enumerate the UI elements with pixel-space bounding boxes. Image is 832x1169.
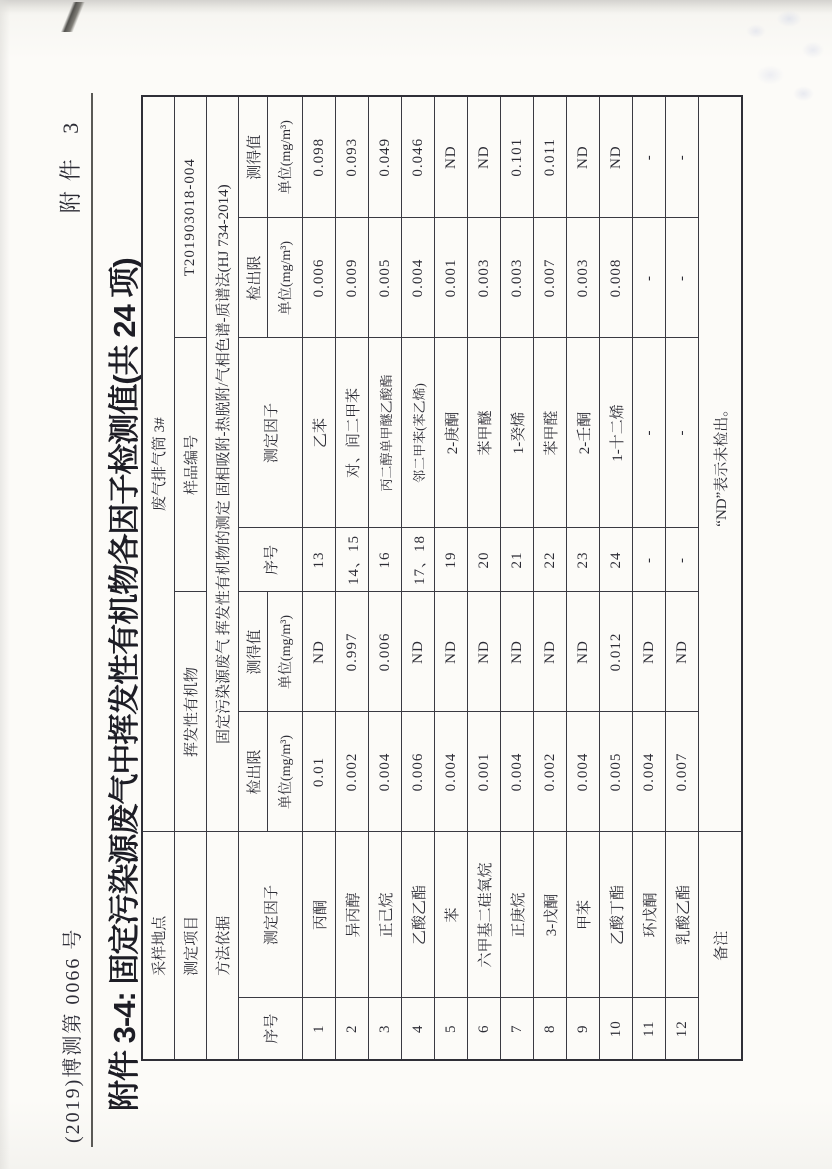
cell-limit: 0.004 (633, 712, 666, 832)
cell-no2: 13 (303, 528, 336, 592)
cell-no2: 19 (435, 528, 468, 592)
cell-value2: ND (435, 96, 468, 218)
cell-limit2: - (666, 218, 699, 338)
cell-factor2: 乙苯 (303, 338, 336, 528)
cell-no2: 17、18 (402, 528, 435, 592)
table-row (369, 96, 402, 1060)
cell-factor2: 苯甲醛 (534, 338, 567, 528)
unit-limit-right: 单位(mg/m³) (268, 218, 303, 338)
cell-limit: 0.007 (666, 712, 699, 832)
method-value: 固定污染源废气 挥发性有机物的测定 固相吸附-热脱附/气相色谱-质谱法(HJ 734-2014) (207, 96, 239, 832)
cell-no2: 22 (534, 528, 567, 592)
document-number: (2019)博测第 0066 号 (62, 927, 84, 1143)
table-row (534, 96, 567, 1060)
cell-limit2: 0.003 (468, 218, 501, 338)
col-header-value-left: 测得值 (239, 592, 268, 712)
sample-no-label: 样品编号 (175, 338, 207, 592)
cell-no2: - (666, 528, 699, 592)
cell-no: 11 (633, 998, 666, 1060)
table-row (402, 96, 435, 1060)
cell-limit: 0.01 (303, 712, 336, 832)
cell-limit2: 0.004 (402, 218, 435, 338)
cell-factor: 3-戊酮 (534, 832, 567, 998)
cell-factor: 六甲基二硅氧烷 (468, 832, 501, 998)
cell-limit2: 0.007 (534, 218, 567, 338)
cell-no2: 20 (468, 528, 501, 592)
cell-no: 5 (435, 998, 468, 1060)
cell-no: 1 (303, 998, 336, 1060)
cell-value: ND (534, 592, 567, 712)
cell-value2: 0.049 (369, 96, 402, 218)
cell-factor2: 2-庚酮 (435, 338, 468, 528)
cell-limit: 0.005 (600, 712, 633, 832)
cell-value: ND (501, 592, 534, 712)
cell-no: 6 (468, 998, 501, 1060)
cell-limit: 0.004 (567, 712, 600, 832)
cell-value: ND (468, 592, 501, 712)
unit-limit-left: 单位(mg/m³) (268, 712, 303, 832)
col-header-factor-left: 测定因子 (239, 832, 303, 998)
cell-factor2: 1-癸烯 (501, 338, 534, 528)
cell-limit2: 0.001 (435, 218, 468, 338)
cell-factor2: 苯甲醚 (468, 338, 501, 528)
info-row-sampling-site (142, 96, 175, 1060)
method-label: 方法依据 (207, 832, 239, 1060)
table-row (303, 96, 336, 1060)
cell-value2: 0.046 (402, 96, 435, 218)
cell-value: ND (402, 592, 435, 712)
cell-limit2: 0.008 (600, 218, 633, 338)
voc-result-table (141, 95, 743, 1061)
cell-factor: 异丙醇 (336, 832, 369, 998)
table-row (336, 96, 369, 1060)
cell-factor2: 2-壬酮 (567, 338, 600, 528)
sampling-site-value: 废气排气筒 3# (142, 96, 175, 832)
cell-no2: 16 (369, 528, 402, 592)
cell-limit2: - (633, 218, 666, 338)
cell-no2: 24 (600, 528, 633, 592)
cell-value2: ND (468, 96, 501, 218)
cell-no: 9 (567, 998, 600, 1060)
cell-value: ND (435, 592, 468, 712)
cell-limit2: 0.005 (369, 218, 402, 338)
project-value: 挥发性有机物 (175, 592, 207, 832)
cell-value: ND (666, 592, 699, 712)
cell-limit: 0.006 (402, 712, 435, 832)
table-row (633, 96, 666, 1060)
project-label: 测定项目 (175, 832, 207, 1060)
cell-limit2: 0.003 (567, 218, 600, 338)
cell-factor: 苯 (435, 832, 468, 998)
cell-no: 3 (369, 998, 402, 1060)
table-row (567, 96, 600, 1060)
cell-value: ND (303, 592, 336, 712)
cell-no: 4 (402, 998, 435, 1060)
cell-factor: 甲苯 (567, 832, 600, 998)
cell-factor: 环戊酮 (633, 832, 666, 998)
cell-factor: 乙酸丁酯 (600, 832, 633, 998)
table-row (435, 96, 468, 1060)
cell-limit2: 0.006 (303, 218, 336, 338)
cell-limit2: 0.003 (501, 218, 534, 338)
cell-factor2: 丙二醇单甲醚乙酸酯 (369, 338, 402, 528)
cell-value: 0.006 (369, 592, 402, 712)
cell-value: 0.012 (600, 592, 633, 712)
cell-factor: 乙酸乙酯 (402, 832, 435, 998)
sampling-site-label: 采样地点 (142, 832, 175, 1060)
cell-factor2: 邻二甲苯(苯乙烯) (402, 338, 435, 528)
cell-value2: 0.011 (534, 96, 567, 218)
col-header-limit-right: 检出限 (239, 218, 268, 338)
cell-limit: 0.004 (369, 712, 402, 832)
cell-no: 10 (600, 998, 633, 1060)
col-header-factor-right: 测定因子 (239, 338, 303, 528)
cell-value2: 0.101 (501, 96, 534, 218)
remark-row (699, 96, 743, 1060)
cell-factor: 正己烷 (369, 832, 402, 998)
table-row (501, 96, 534, 1060)
cell-value2: ND (567, 96, 600, 218)
cell-no2: 21 (501, 528, 534, 592)
cell-factor: 正庚烷 (501, 832, 534, 998)
unit-value-left: 单位(mg/m³) (268, 592, 303, 712)
cell-limit: 0.002 (336, 712, 369, 832)
cell-factor2: - (666, 338, 699, 528)
cell-limit2: 0.009 (336, 218, 369, 338)
cell-no2: 23 (567, 528, 600, 592)
cell-no: 12 (666, 998, 699, 1060)
table-row (468, 96, 501, 1060)
cell-no: 2 (336, 998, 369, 1060)
column-header-row (239, 96, 268, 1060)
attachment-label: 附件 3 (58, 112, 83, 214)
page-title: 附件 3-4: 固定污染源废气中挥发性有机物各因子检测值(共 24 项) (107, 258, 142, 1111)
table-row (666, 96, 699, 1060)
remark-value: “ND”表示未检出。 (699, 96, 743, 832)
cell-no2: - (633, 528, 666, 592)
cell-value2: - (666, 96, 699, 218)
cell-limit: 0.004 (501, 712, 534, 832)
cell-value2: 0.093 (336, 96, 369, 218)
info-row-method (207, 96, 239, 1060)
cell-no: 8 (534, 998, 567, 1060)
cell-value: ND (633, 592, 666, 712)
cell-no2: 14、15 (336, 528, 369, 592)
cell-limit: 0.002 (534, 712, 567, 832)
cell-limit: 0.004 (435, 712, 468, 832)
header-rule (91, 93, 93, 1147)
cell-factor2: - (633, 338, 666, 528)
unit-value-right: 单位(mg/m³) (268, 96, 303, 218)
cell-no: 7 (501, 998, 534, 1060)
cell-factor: 乳酸乙酯 (666, 832, 699, 998)
table-row (600, 96, 633, 1060)
col-header-limit-left: 检出限 (239, 712, 268, 832)
sample-no-value: T201903018-004 (175, 96, 207, 338)
cell-factor2: 对、间二甲苯 (336, 338, 369, 528)
cell-factor: 丙酮 (303, 832, 336, 998)
remark-label: 备注 (699, 832, 743, 1060)
info-row-project (175, 96, 207, 1060)
col-header-value-right: 测得值 (239, 96, 268, 218)
cell-factor2: 1-十二烯 (600, 338, 633, 528)
cell-value2: - (633, 96, 666, 218)
cell-value: ND (567, 592, 600, 712)
cell-value2: ND (600, 96, 633, 218)
cell-value2: 0.098 (303, 96, 336, 218)
cell-value: 0.997 (336, 592, 369, 712)
cell-limit: 0.001 (468, 712, 501, 832)
col-header-no-right: 序号 (239, 528, 303, 592)
col-header-no-left: 序号 (239, 998, 303, 1060)
